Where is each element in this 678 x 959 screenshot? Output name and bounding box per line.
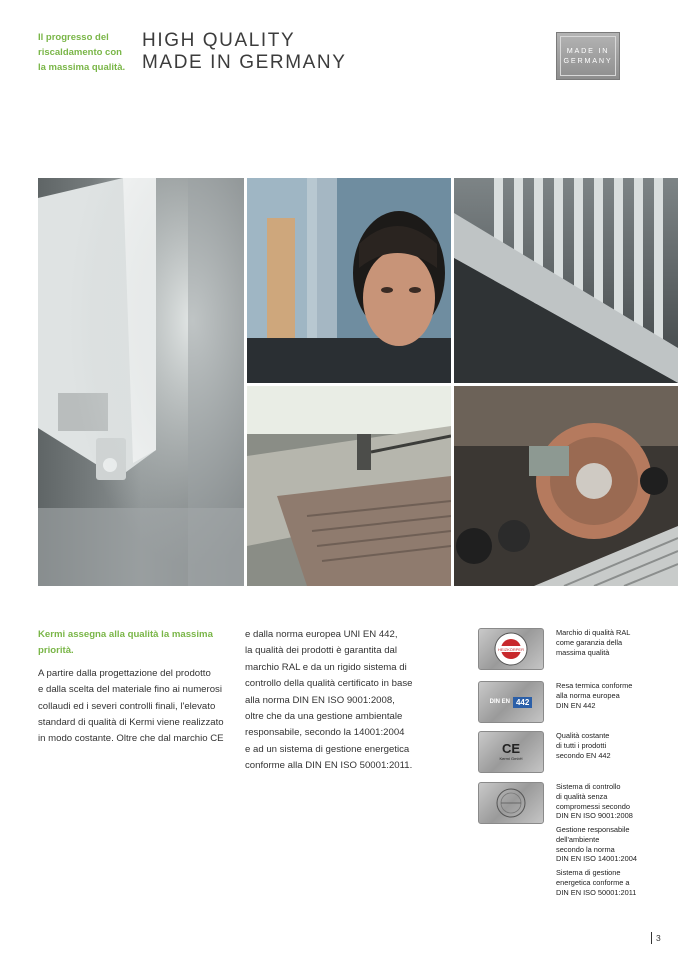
body-line: e dalla scelta del materiale fino ai numerosi [38, 684, 222, 696]
cert-description [556, 731, 611, 760]
body-line: in modo costante. Oltre che dal marchio CE [38, 733, 224, 745]
iso-certified-icon [478, 782, 544, 824]
ral-seal-text: HEIZKÖRPER [497, 647, 525, 652]
cert-description [556, 782, 633, 821]
body-line: marchio RAL e da un rigido sistema di [245, 661, 407, 673]
page-title [142, 30, 347, 74]
cert-line: DIN EN ISO 50001:2011 [556, 887, 637, 897]
cert-line: energetica conforme a [556, 877, 630, 887]
body-line: conforme alla DIN EN ISO 50001:2011. [245, 760, 413, 772]
body-line: controllo della qualità certificato in base [245, 678, 413, 690]
production-machinery-photo [454, 386, 678, 586]
body-line: e dalla norma europea UNI EN 442, [245, 629, 398, 640]
cert-line: compromessi secondo [556, 801, 630, 811]
body-line: standard di qualità di Kermi viene realizzato [38, 717, 224, 729]
cert-description [556, 681, 632, 710]
ce-letters: CE [501, 741, 521, 756]
body-column [245, 627, 445, 775]
cert-line: di tutti i prodotti [556, 740, 607, 750]
quality-inspector-photo [247, 178, 451, 383]
section-heading: Kermi assegna alla qualità la massima priorità. [38, 629, 213, 657]
cert-line: come garanzia della [556, 637, 623, 647]
din-en-442-icon [478, 681, 544, 723]
ce-maker: Kermi GmbH [499, 756, 523, 761]
cert-line: Sistema di gestione [556, 868, 621, 877]
cert-line: secondo la norma [556, 844, 615, 854]
cert-line: massima qualità [556, 647, 610, 657]
din-number: 442 [513, 697, 532, 708]
cert-line: di qualità senza [556, 791, 608, 801]
cert-line: DIN EN ISO 9001:2008 [556, 811, 633, 821]
body-line: A partire dalla progettazione del prodotto [38, 667, 211, 679]
badge-line: MADE IN [566, 46, 610, 55]
header-tagline [38, 30, 133, 75]
cert-line: Marchio di qualità RAL [556, 628, 631, 637]
body-line: la qualità dei prodotti è garantita dal [245, 645, 398, 657]
cert-description [556, 825, 637, 864]
intro-column [38, 627, 234, 748]
ce-mark-icon [478, 731, 544, 773]
cert-line: alla norma europea [556, 690, 620, 700]
tagline-line: riscaldamento con [38, 47, 122, 58]
radiator-coating-photo [38, 178, 244, 586]
cert-line: DIN EN 442 [556, 700, 596, 710]
panel-welding-photo [247, 386, 451, 586]
badge-line: GERMANY [563, 56, 613, 65]
body-line: responsabile, secondo la 14001:2004 [245, 727, 405, 739]
radiator-production-rail-photo [454, 178, 678, 383]
tagline-line: la massima qualità. [38, 62, 126, 73]
cert-description [556, 868, 636, 897]
body-line: alla norma DIN EN ISO 9001:2008, [245, 694, 395, 706]
ral-quality-seal-icon [478, 628, 544, 670]
page-number: 3 [651, 932, 661, 944]
cert-line: dell'ambiente [556, 834, 600, 844]
body-line: collaudi ed i severi controlli finali, l'elevato [38, 700, 216, 712]
body-line: oltre che da una gestione ambientale [245, 711, 403, 723]
cert-line: DIN EN ISO 14001:2004 [556, 854, 637, 864]
cert-line: Sistema di controllo [556, 782, 621, 791]
title-line: MADE IN GERMANY [142, 52, 347, 73]
title-line: HIGH QUALITY [142, 30, 296, 51]
din-label: DIN EN [489, 699, 510, 705]
cert-line: Gestione responsabile [556, 825, 630, 834]
cert-line: Qualità costante [556, 731, 610, 740]
made-in-germany-badge [556, 32, 620, 80]
cert-line: secondo EN 442 [556, 750, 611, 760]
cert-description [556, 628, 630, 657]
tagline-line: Il progresso del [38, 32, 109, 43]
cert-line: Resa termica conforme [556, 681, 633, 690]
body-line: e ad un sistema di gestione energetica [245, 743, 410, 755]
